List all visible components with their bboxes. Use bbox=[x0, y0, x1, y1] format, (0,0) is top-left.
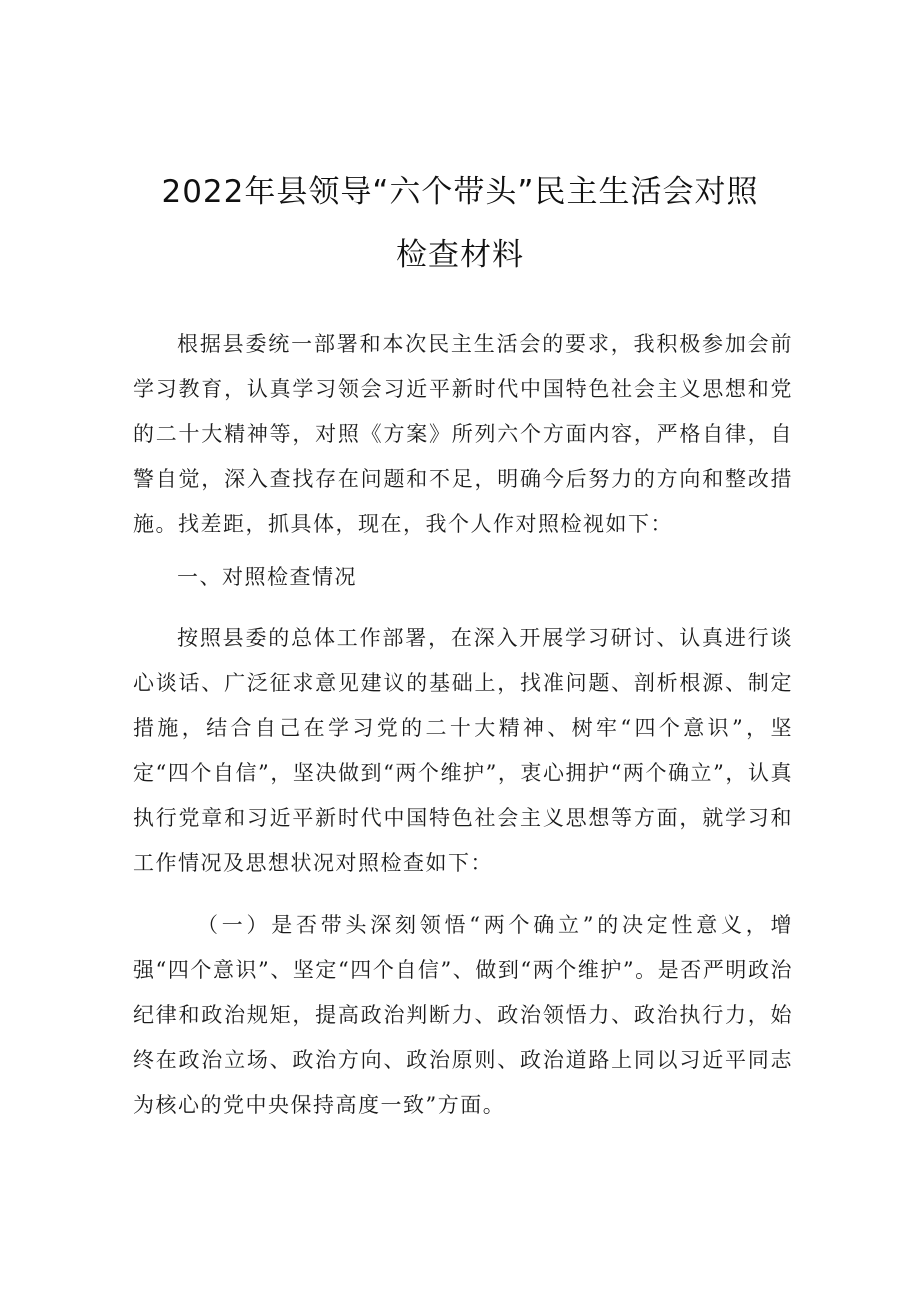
document-title-line-1: 2022年县领导“六个带头”民主生活会对照 bbox=[161, 174, 759, 210]
section-1-paragraph: 按照县委的总体工作部署，在深入开展学习研讨、认真进行谈心谈话、广泛征求意见建议的基础上，找准问题、剖析根源、制定措施，结合自己在学习党的二十大精神、树牢“四个意识”，坚定“四个自信”，坚决做到“两个维护”，衷心拥护“两个确立”，认真执行党章和习近平新时代中国特色社会主义思想等方面，就学习和工作情况及思想状况对照检查如下： bbox=[133, 626, 793, 875]
subsection-1-paragraph: （一）是否带头深刻领悟“两个确立”的决定性意义，增强“四个意识”、坚定“四个自信”、做到“两个维护”。是否严明政治纪律和政治规矩，提高政治判断力、政治领悟力、政治执行力，始终在政治立场、政治方向、政治原则、政治道路上同以习近平同志为核心的党中央保持高度一致”方面。 bbox=[133, 913, 793, 1117]
intro-paragraph: 根据县委统一部署和本次民主生活会的要求，我积极参加会前学习教育，认真学习领会习近平新时代中国特色社会主义思想和党的二十大精神等，对照《方案》所列六个方面内容，严格自律，自警自觉，深入查找存在问题和不足，明确今后努力的方向和整改措施。找差距，抓具体，现在，我个人作对照检视如下： bbox=[133, 332, 793, 536]
document-title-line-2: 检查材料 bbox=[396, 237, 524, 273]
section-heading-1: 一、对照检查情况 bbox=[177, 565, 357, 589]
